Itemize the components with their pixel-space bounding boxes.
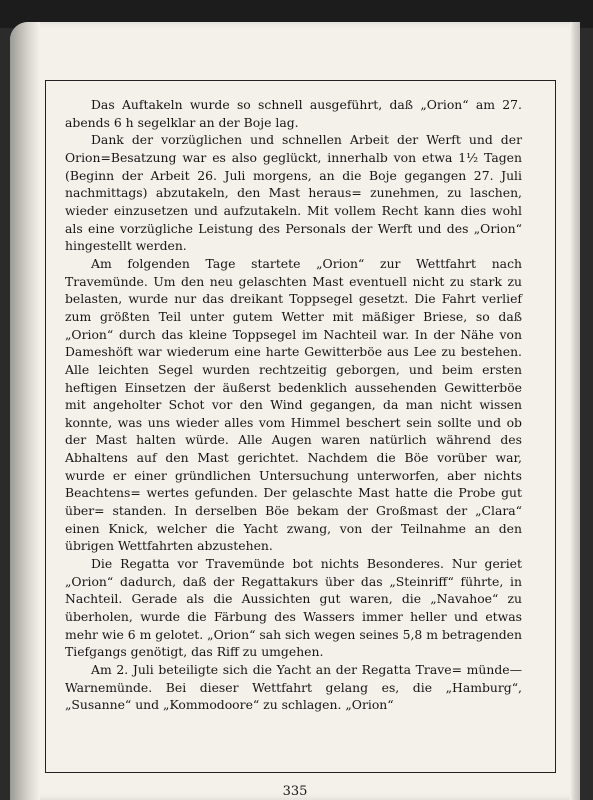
- paragraph: Dank der vorzüglichen und schnellen Arbeit der Werft und der Orion=Besatzung war es also geglückt, innerhalb von etwa 1½ Tagen (Beginn der Arbeit 26. Juli morgens, an die Boje gegangen 27. Juli nachmittags) abzutakeln, den Mast heraus= zunehmen, zu laschen, wieder einzusetzen und aufzutakeln. Mit vollem Recht kann dies wohl als eine vorzügliche Leistung des Personals der Werft und des „Orion“ hingestellt werden.: [65, 132, 522, 254]
- paragraph: Die Regatta vor Travemünde bot nichts Besonderes. Nur geriet „Orion“ dadurch, daß der Regattakurs über das „Steinriff“ führte, in Nachteil. Gerade als die Aussichten gut waren, die „Navahoe“ zu überholen, wurde die Färbung des Wassers immer heller und etwas mehr wie 6 m gelotet. „Orion“ sah sich wegen seines 5,8 m betragenden Tiefgangs genötigt, das Riff zu umgehen.: [65, 556, 522, 660]
- page-gutter: [10, 22, 40, 800]
- page-number: 335: [282, 784, 308, 799]
- paragraph: Am folgenden Tage startete „Orion“ zur Wettfahrt nach Travemünde. Um den neu gelaschten Mast eventuell nicht zu stark zu belasten, wurde nur das dreikant Toppsegel gesetzt. Die Fahrt verlief zum größten Teil unter gutem Wetter mit mäßiger Briese, so daß „Orion“ durch das kleine Toppsegel im Nachteil war. In der Nähe von Dameshöft war wiederum eine harte Gewitterböe aus Lee zu bestehen. Alle leichten Segel wurden rechtzeitig geborgen, und beim ersten heftigen Einsetzen der äußerst bedenklich aussehenden Gewitterböe mit angeholter Schot vor den Wind gegangen, da man nicht wissen konnte, was uns wieder alles vom Himmel beschert sein sollte und ob der Mast halten würde. Alle Augen waren natürlich während des Abhaltens auf den Mast gerichtet. Nachdem die Böe vorüber war, wurde er einer gründlichen Untersuchung unterworfen, aber nichts Beachtens= wertes gefunden. Der gelaschte Mast hatte die Probe gut über= standen. In derselben Böe bekam der Großmast der „Clara“ einen Knick, welcher die Yacht zwang, von der Teilnahme an den übrigen Wettfahrten abzustehen.: [65, 255, 522, 554]
- paragraph: Am 2. Juli beteiligte sich die Yacht an der Regatta Trave= münde—Warnemünde. Bei dieser Wettfahrt gelang es, die „Hamburg“, „Susanne“ und „Kommodoore“ zu schlagen. „Orion“: [65, 662, 522, 713]
- body-text: [65, 96, 522, 714]
- page-edge: [570, 22, 580, 800]
- paragraph: Das Auftakeln wurde so schnell ausgeführt, daß „Orion“ am 27. abends 6 h segelklar an der Boje lag.: [65, 97, 522, 130]
